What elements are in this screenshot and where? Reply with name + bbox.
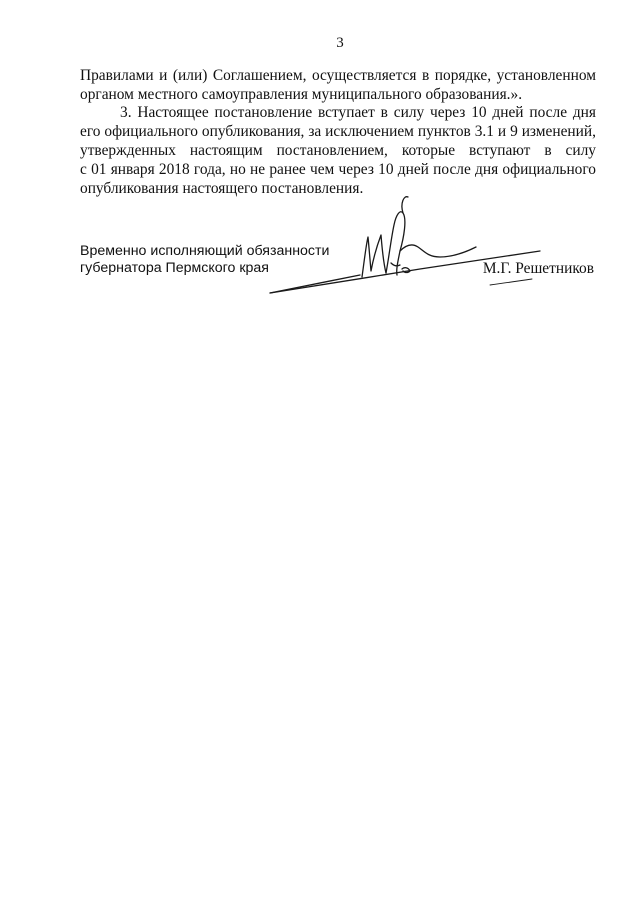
paragraph-continuation: [80, 66, 596, 104]
text-line: органом местного самоуправления муниципального образования.».: [80, 86, 523, 103]
text-line: 3. Настоящее постановление вступает в силу через 10 дней после дня: [120, 104, 596, 121]
paragraph-effective-date: [80, 103, 596, 198]
text-line: опубликования настоящего постановления.: [80, 180, 364, 197]
signatory-title-line: Временно исполняющий обязанности: [80, 243, 330, 259]
text-line: утвержденных настоящим постановлением, которые вступают в силу: [80, 142, 596, 159]
text-line: его официального опубликования, за исключением пунктов 3.1 и 9 изменений,: [80, 123, 596, 140]
signatory-title-line: губернатора Пермского края: [80, 260, 269, 276]
signer-name: М.Г. Решетников: [482, 260, 594, 277]
page-number: 3: [336, 35, 344, 51]
text-line: Правилами и (или) Соглашением, осуществляется в порядке, установленном: [80, 67, 596, 84]
text-line: с 01 января 2018 года, но не ранее чем через 10 дней после дня официального: [80, 161, 596, 178]
handwritten-signature: [250, 185, 550, 305]
